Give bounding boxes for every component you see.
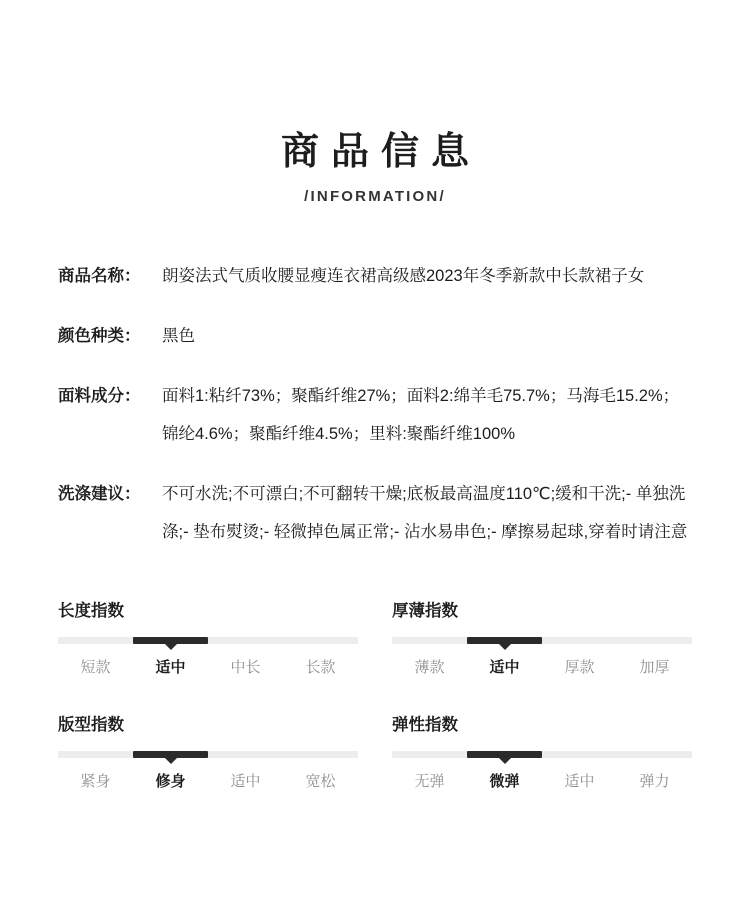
meter-title: 弹性指数 xyxy=(392,715,458,734)
meter-option: 修身 xyxy=(155,772,186,790)
meter-labels xyxy=(58,656,358,677)
info-label: 商品名称： xyxy=(58,266,141,285)
product-info-table xyxy=(0,257,750,551)
info-value: 面料1:粘纤73%；聚酯纤维27%；面料2:绵羊毛75.7%；马海毛15.2%；锦纶4.6%；聚酯纤维4.5%；里料:聚酯纤维100% xyxy=(162,386,680,443)
meter-elasticity xyxy=(392,711,692,791)
meter-option: 加厚 xyxy=(639,658,670,676)
meter-caret-icon xyxy=(165,644,177,650)
page-title: 商品信息 xyxy=(280,131,481,173)
info-row xyxy=(58,257,692,295)
meter-option: 无弹 xyxy=(414,772,445,790)
meter-track xyxy=(392,751,692,758)
meter-option: 适中 xyxy=(155,658,186,676)
meter-length xyxy=(58,597,358,677)
info-label: 洗涤建议： xyxy=(58,484,141,503)
meter-option: 长款 xyxy=(305,658,336,676)
page-subtitle: /INFORMATION/ xyxy=(304,187,446,205)
info-row xyxy=(58,317,692,355)
meter-caret-icon xyxy=(499,644,511,650)
meter-option: 薄款 xyxy=(414,658,445,676)
meter-caret-icon xyxy=(499,758,511,764)
meter-labels xyxy=(392,770,692,791)
meter-option: 适中 xyxy=(564,772,595,790)
meter-track xyxy=(58,637,358,644)
meter-track xyxy=(392,637,692,644)
meter-caret-icon xyxy=(165,758,177,764)
meter-option: 弹力 xyxy=(639,772,670,790)
info-label: 颜色种类： xyxy=(58,326,141,345)
meter-fill xyxy=(467,751,542,758)
info-label: 面料成分： xyxy=(58,386,141,405)
meter-thickness xyxy=(392,597,692,677)
info-row xyxy=(58,377,692,453)
meter-fit xyxy=(58,711,358,791)
meter-fill xyxy=(467,637,542,644)
info-value: 黑色 xyxy=(162,326,195,345)
meter-option: 紧身 xyxy=(80,772,111,790)
meter-option: 中长 xyxy=(230,658,261,676)
meter-title: 长度指数 xyxy=(58,601,124,620)
meter-fill xyxy=(133,751,208,758)
meter-option: 厚款 xyxy=(564,658,595,676)
page-header xyxy=(0,0,750,205)
meter-option: 宽松 xyxy=(305,772,336,790)
meter-fill xyxy=(133,637,208,644)
meter-title: 厚薄指数 xyxy=(392,601,458,620)
meter-labels xyxy=(392,656,692,677)
meter-option: 微弹 xyxy=(489,772,520,790)
meter-labels xyxy=(58,770,358,791)
meter-option: 适中 xyxy=(230,772,261,790)
meter-option: 短款 xyxy=(80,658,111,676)
meter-track xyxy=(58,751,358,758)
meter-option: 适中 xyxy=(489,658,520,676)
info-value: 不可水洗;不可漂白;不可翻转干燥;底板最高温度110℃;缓和干洗;- 单独洗涤;- 垫布熨烫;- 轻微掉色属正常;- 沾水易串色;- 摩擦易起球,穿着时请注意 xyxy=(162,484,688,541)
meter-title: 版型指数 xyxy=(58,715,124,734)
info-value: 朗姿法式气质收腰显瘦连衣裙高级感2023年冬季新款中长款裙子女 xyxy=(162,266,645,285)
index-meters xyxy=(0,597,750,825)
info-row xyxy=(58,475,692,551)
